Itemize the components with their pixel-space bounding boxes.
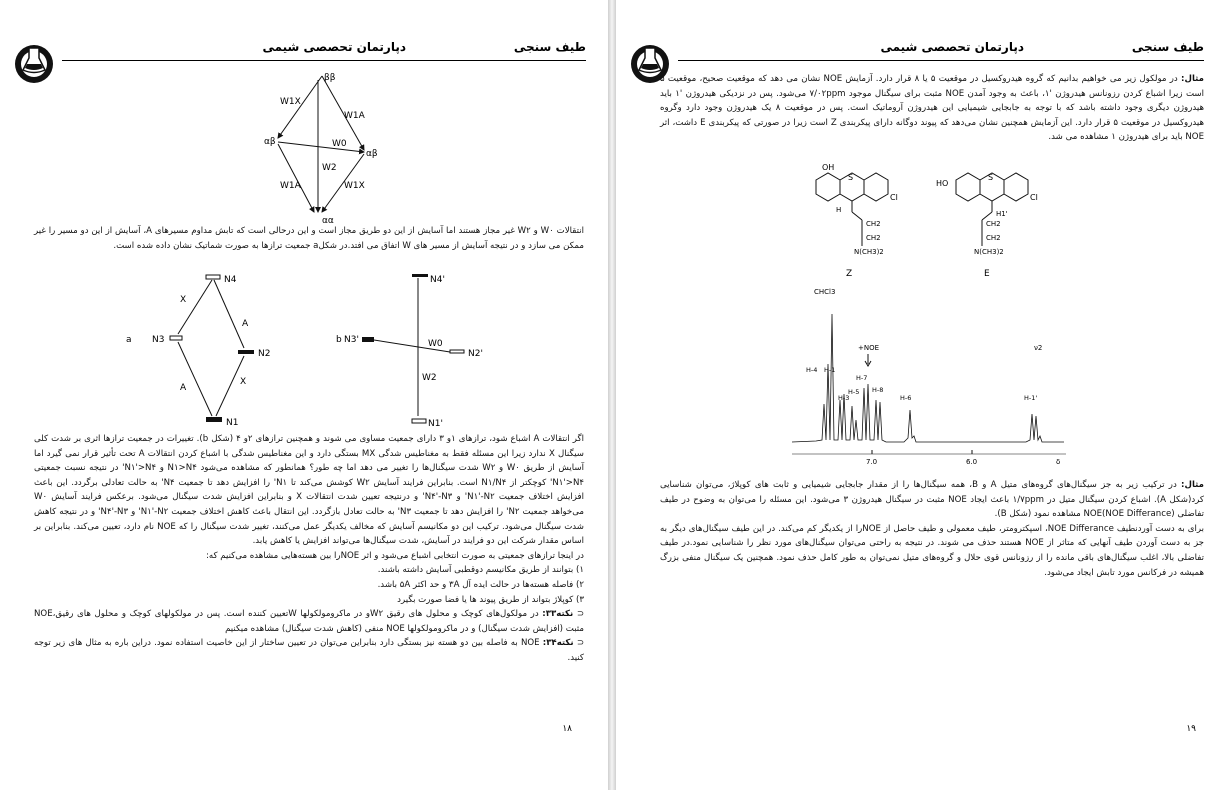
- note-33: [34, 607, 584, 636]
- label-w0: W0: [332, 139, 347, 149]
- label-w2: W2: [322, 163, 337, 173]
- h1p-label: H1': [996, 210, 1008, 218]
- note-icon: ⊂: [576, 609, 585, 620]
- cl-label-e: Cl: [1030, 193, 1038, 202]
- label-a-top: A: [242, 319, 249, 329]
- peak-h1p: H-1': [1024, 394, 1038, 402]
- paragraph-r2: برای به دست آوردنطیف NOE Differance، اسپکترومتر، طیف معمولی و طیف حاصل از NOEرا از یکدیگر کم می‌کند. در این طیف سیگنال‌های دیگر به جز به دست آوردن طیف آنهایی که متاثر از NOE هستند حذف می شوند. در نتیجه به راحتی می‌توان سیگنال‌های مورد نظر را شناسایی نمود.در طیف تفاضلی بالا، اغلب سیگنال‌های باقی مانده را از رزونانس قوی حلال و گروه‌های متیل نمی‌توان به طور کامل حذف نمود. همچنین یک سیگنال منفی بزرگ همیشه در فرکانس مورد تابش ایجاد می‌شود.: [660, 523, 1204, 578]
- paragraph-2: اگر انتقالات A اشباع شود، ترازهای ۱و ۳ دارای جمعیت مساوی می شوند و همچنین ترازهای ۲و ۴ (شکل b). تغییرات در جمعیت ترازها اثری بر شدت کلی سیگنال X ندارد زیرا این مسئله فقط به مغناطیس شدگی MX بستگی دارد و این مغناطیس شدگی با اشباع کردن انتقالات A تحت تأثیر قرار نمی گیرد اما آسایش از طریق W۰ و W۲ شدت سیگنال‌ها را تغییر می دهد اما چه طور؟ همانطور که مشاهده می‌شود N۱>N۴ و N۱'>N۴' در نتیجه نسبت جمعیتی N۱'>N۴' کوچکتر از N۱/N۴ است. بنابراین فرایند آسایش W۲ کوشش می‌کند تا N۱' را افزایش دهد تا جمعیت N۴' به حالت تعادلی برگردد. این باعث افزایش اختلاف جمعیت N۱'-N۲' و N۴'-N۳' و درنتیجه تعیین شدت انتقالات X و بنابراین افزایش شدت سیگنال می‌شود. برعکس فرایند آسایش W۰ می‌خواهد جمعیت N۲' را افزایش دهد تا جمعیت N۳' به حالت تعادل بازگردد. این انتقال باعث کاهش اختلاف جمعیت N۱'-N۲' و N۴'-N۳' و در نتیجه کاهش شدت سیگنال می‌شود. ترکیب این دو مکانیسم آسایش که مخالف یکدیگر عمل می‌کنند، تغییر شدت سیگنال را که NOE نام دارد، تعیین می‌کند. بنابراین بر اساس مقدار شرکت این دو فرایند در آسایش، شدت سیگنال‌ها می‌تواند افزایش یا کاهش یابد.: [34, 434, 585, 547]
- example-2: [660, 478, 1204, 522]
- ch2-e-1: CH2: [986, 220, 1001, 228]
- ch2-z-2: CH2: [866, 234, 881, 242]
- note-34-title: نکته۳۴:: [542, 638, 574, 649]
- peak-h3: H-3: [838, 394, 850, 402]
- oh-label: OH: [822, 163, 835, 172]
- structures-z-e: [796, 160, 1056, 280]
- ch2-z-1: CH2: [866, 220, 881, 228]
- peak-h5: H-5: [848, 388, 860, 396]
- note-34-text: NOE به فاصله بین دو هسته نیز بستگی دارد بنابراین می‌توان در تعیین ساختار از این خاصیت استفاده نمود. دراین باره به مثال های زیر توجه کنید.: [34, 638, 584, 663]
- label-w1a-bottom: W1A: [280, 181, 301, 191]
- label-n1: N1: [226, 418, 239, 428]
- label-a-bottom: A: [180, 383, 187, 393]
- label-n2: N2: [258, 349, 271, 359]
- label-e: E: [984, 269, 990, 279]
- level-ab-right: αβ: [366, 149, 378, 159]
- energy-level-diagram: [240, 70, 400, 226]
- paragraph-3: در اینجا ترازهای جمعیتی به صورت انتخابی اشباع می‌شود و اثر NOEرا بین هسته‌هایی مشاهده می‌کنیم که:: [205, 550, 584, 561]
- tick-delta: δ: [1056, 458, 1061, 466]
- label-w1a-top: W1A: [344, 111, 365, 121]
- example-1-text: در مولکول زیر می خواهیم بدانیم که گروه هیدروکسیل در موقعیت ۵ یا ۸ قرار دارد. آزمایش NOE نشان می دهد که موقعیت صحیح، موقعیت ۵ است زیرا اشباع کردن رزونانس هیدروژن '۱، باعث به وجود آمدن NOE مثبت برای سیگنال موجود ۷/۰۲ppm می‌شود. پس در نزدیکی هیدروژن '۱ باید هیدروژن دیگری وجود داشته باشد که با توجه به جابجایی شیمیایی این هیدروژن آروماتیک است. پس در موقعیت ۸ یک هیدروژن وجود دارد وگروه هیدروکسیل در موقعیت ۵ قرار دارد. این آزمایش همچنین نشان می‌دهد که پیوند دوگانه دارای پیکربندی Z است زیرا در صورتی که پیکربندی E داشت، اثر NOE باید برای هیدروژن ۱ مشاهده می شد.: [660, 74, 1204, 143]
- list-item-3: ۳) کوپلاژ بتواند از طریق پیوند ها یا فضا صورت بگیرد: [397, 594, 584, 605]
- label-x-top: X: [180, 295, 187, 305]
- label-b: b: [336, 335, 342, 345]
- label-n3: N3: [152, 335, 165, 345]
- header-department: دپارتمان تحصصی شیمی: [880, 40, 1024, 54]
- peak-h7: H-7: [856, 374, 868, 382]
- header-department: دپارتمان تحصصی شیمی: [262, 40, 406, 54]
- page-header: [678, 38, 1204, 61]
- department-logo: [12, 40, 56, 84]
- note-33-title: نکته۳۳:: [542, 609, 574, 620]
- population-diagram-b: [330, 270, 500, 430]
- level-bb: ββ: [324, 73, 336, 83]
- header-subject: طیف سنجی: [513, 40, 586, 54]
- h-label-z: H: [836, 206, 842, 214]
- level-aa: αα: [322, 216, 334, 226]
- label-z: Z: [846, 269, 853, 279]
- list-item-2: ۲) فاصله هسته‌ها در حالت ایده آل ۳A و حد اکثر ۵A باشد.: [377, 579, 584, 590]
- example-1: [660, 72, 1204, 145]
- example-2-text: در ترکیب زیر به جز سیگنال‌های گروه‌های متیل A و B، همه سیگنال‌ها را از مقدار جابجایی شیمیایی و ثابت های کوپلاژ، می‌توان شناسایی کرد(شکل A). اشباع کردن سیگنال متیل در ۱/۷ppm باعث ایجاد NOE مثبت در سیگنال هیدروژن ۳ می‌شود. این مسئله را می‌توان به وضوح در طیف تفاضلی NOE(NOE Differance) مشاهده نمود (شکل B).: [660, 480, 1204, 520]
- list-item-1: ۱) بتوانند از طریق مکانیسم دوقطبی آسایش داشته باشند.: [377, 565, 584, 576]
- label-x-bottom: X: [240, 377, 247, 387]
- label-n1p: N1': [428, 419, 443, 429]
- note-34: [34, 636, 584, 665]
- label-a: a: [126, 335, 132, 345]
- v2-label: ν2: [1034, 344, 1043, 352]
- page-number: ۱۸: [562, 724, 572, 734]
- peak-h4: H-4: [806, 366, 818, 374]
- example-1-title: مثال:: [1181, 74, 1204, 84]
- solvent-label: CHCl3: [814, 288, 836, 296]
- tick-6: 6.0: [966, 458, 978, 466]
- tick-7: 7.0: [866, 458, 878, 466]
- label-w2b: W2: [422, 373, 437, 383]
- population-diagram-a: [120, 270, 300, 430]
- ho-label: HO: [936, 179, 949, 188]
- book-gutter: [608, 0, 616, 790]
- right-page: [616, 0, 1226, 790]
- page-number: ۱۹: [1186, 724, 1196, 734]
- cl-label-z: Cl: [890, 193, 898, 202]
- level-ab-left: αβ: [264, 137, 276, 147]
- s-label-e: S: [988, 173, 994, 182]
- label-w1x-bottom: W1X: [344, 181, 365, 191]
- peak-h8: H-8: [872, 386, 884, 394]
- label-n3p: N3': [344, 335, 359, 345]
- label-w1x-top: W1X: [280, 97, 301, 107]
- peak-h1: H-1: [824, 366, 836, 374]
- peak-h6: H-6: [900, 394, 912, 402]
- noe-label: +NOE: [858, 344, 880, 352]
- header-subject: طیف سنجی: [1131, 40, 1204, 54]
- n-label-e: N(CH3)2: [974, 248, 1004, 256]
- example-2-title: مثال:: [1181, 480, 1204, 490]
- ch2-e-2: CH2: [986, 234, 1001, 242]
- note-icon: ⊂: [576, 638, 585, 649]
- label-w0b: W0: [428, 339, 443, 349]
- label-n2p: N2': [468, 349, 483, 359]
- label-n4p: N4': [430, 275, 445, 285]
- s-label-z: S: [848, 173, 854, 182]
- note-33-text: در مولکول‌های کوچک و محلول های رقیق W۲و در ماکرومولکولها Wتعیین کننده است. پس در مولکولهای کوچک و محلول های رقیق،NOE مثبت (افزایش شدت سیگنال) و در ماکرومولکولها NOE منفی (کاهش شدت سیگنال) مشاهده میکنیم: [34, 609, 584, 634]
- n-label-z: N(CH3)2: [854, 248, 884, 256]
- left-page: [0, 0, 608, 790]
- nmr-spectrum: [786, 284, 1076, 474]
- paragraph-1: انتقالات W۰ و W۲ غیر مجاز هستند اما آسایش از این دو طریق مجاز است و این درحالی است که تابش مداوم مسیرهای A، آسایش از این دو مسیر را غیر ممکن می سازد و در نتیجه آسایش از مسیر های W اتفاق می افتد.در شکلa جمعیت ترازها به صورت شماتیک نشان داده شده است.: [34, 226, 584, 251]
- page-header: [62, 38, 586, 61]
- label-n4: N4: [224, 275, 237, 285]
